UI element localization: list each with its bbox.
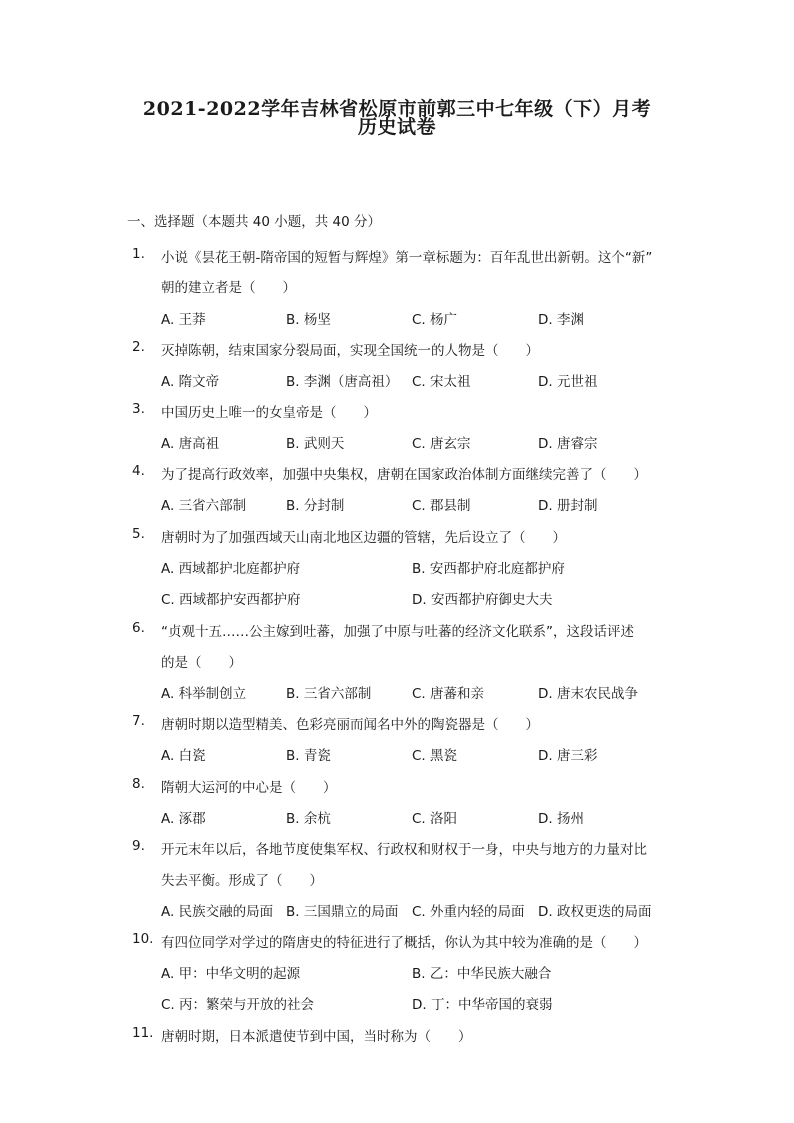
question-number: 9. <box>132 838 145 854</box>
option-d[interactable]: D. 扬州 <box>538 811 584 827</box>
question-text: 朝的建立者是（ ） <box>161 280 296 296</box>
exam-title-line2: 历史试卷 <box>357 116 436 138</box>
question-number: 6. <box>132 620 145 636</box>
option-a[interactable]: A. 科举制创立 <box>161 686 247 702</box>
question-number: 5. <box>132 526 145 542</box>
question-number: 10. <box>132 931 154 947</box>
question-number: 3. <box>132 401 145 417</box>
option-b[interactable]: B. 李渊（唐高祖） <box>286 374 399 390</box>
question-text: 隋朝大运河的中心是（ ） <box>161 780 337 796</box>
option-d[interactable]: D. 唐三彩 <box>538 748 598 764</box>
option-d[interactable]: D. 政权更迭的局面 <box>538 904 652 920</box>
question-text: 的是（ ） <box>161 655 242 671</box>
option-a[interactable]: A. 民族交融的局面 <box>161 904 274 920</box>
option-d[interactable]: D. 丁：中华帝国的衰弱 <box>412 997 553 1013</box>
option-b[interactable]: B. 三国鼎立的局面 <box>286 904 399 920</box>
question-text: 有四位同学对学过的隋唐史的特征进行了概括，你认为其中较为准确的是（ ） <box>161 935 647 951</box>
question-text: 失去平衡。形成了（ ） <box>161 873 323 889</box>
question-text: 为了提高行政效率，加强中央集权，唐朝在国家政治体制方面继续完善了（ ） <box>161 467 647 483</box>
option-a[interactable]: A. 王莽 <box>161 312 206 328</box>
option-d[interactable]: D. 安西都护府御史大夫 <box>412 592 553 608</box>
question-text: 中国历史上唯一的女皇帝是（ ） <box>161 405 377 421</box>
question-text: “贞观十五……公主嫁到吐蕃，加强了中原与吐蕃的经济文化联系”，这段话评述 <box>161 624 634 640</box>
option-d[interactable]: D. 唐睿宗 <box>538 436 598 452</box>
option-b[interactable]: B. 安西都护府北庭都护府 <box>412 561 565 577</box>
option-d[interactable]: D. 唐末农民战争 <box>538 686 638 702</box>
question-number: 11. <box>132 1025 154 1041</box>
option-c[interactable]: C. 宋太祖 <box>412 374 471 390</box>
option-d[interactable]: D. 册封制 <box>538 498 598 514</box>
option-a[interactable]: A. 隋文帝 <box>161 374 220 390</box>
option-c[interactable]: C. 丙：繁荣与开放的社会 <box>161 997 315 1013</box>
question-number: 2. <box>132 339 145 355</box>
option-a[interactable]: A. 唐高祖 <box>161 436 220 452</box>
option-b[interactable]: B. 乙：中华民族大融合 <box>412 966 552 982</box>
option-c[interactable]: C. 洛阳 <box>412 811 458 827</box>
question-number: 1. <box>132 246 145 262</box>
option-a[interactable]: A. 涿郡 <box>161 811 206 827</box>
question-text: 小说《昙花王朝-隋帝国的短暂与辉煌》第一章标题为：百年乱世出新朝。这个“新” <box>161 250 653 266</box>
section-heading: 一、选择题（本题共 40 小题，共 40 分） <box>127 214 382 230</box>
option-b[interactable]: B. 三省六部制 <box>286 686 372 702</box>
question-text: 灭掉陈朝，结束国家分裂局面，实现全国统一的人物是（ ） <box>161 343 539 359</box>
question-text: 唐朝时期，日本派遣使节到中国，当时称为（ ） <box>161 1029 472 1045</box>
option-a[interactable]: A. 白瓷 <box>161 748 206 764</box>
option-c[interactable]: C. 杨广 <box>412 312 458 328</box>
question-text: 唐朝时期以造型精美、色彩亮丽而闻名中外的陶瓷器是（ ） <box>161 717 539 733</box>
option-b[interactable]: B. 青瓷 <box>286 748 331 764</box>
option-d[interactable]: D. 元世祖 <box>538 374 598 390</box>
exam-title-line1: 2021-2022学年吉林省松原市前郭三中七年级（下）月考 <box>142 98 652 120</box>
option-a[interactable]: A. 三省六部制 <box>161 498 247 514</box>
question-number: 7. <box>132 713 145 729</box>
option-a[interactable]: A. 西域都护北庭都护府 <box>161 561 301 577</box>
option-c[interactable]: C. 唐玄宗 <box>412 436 471 452</box>
question-number: 8. <box>132 776 145 792</box>
option-c[interactable]: C. 西域都护安西都护府 <box>161 592 301 608</box>
option-b[interactable]: B. 武则天 <box>286 436 345 452</box>
option-b[interactable]: B. 杨坚 <box>286 312 331 328</box>
option-c[interactable]: C. 唐蕃和亲 <box>412 686 485 702</box>
question-number: 4. <box>132 463 145 479</box>
option-c[interactable]: C. 郡县制 <box>412 498 471 514</box>
option-c[interactable]: C. 外重内轻的局面 <box>412 904 525 920</box>
option-b[interactable]: B. 余杭 <box>286 811 331 827</box>
question-text: 开元末年以后，各地节度使集军权、行政权和财权于一身，中央与地方的力量对比 <box>161 842 647 858</box>
option-b[interactable]: B. 分封制 <box>286 498 345 514</box>
option-d[interactable]: D. 李渊 <box>538 312 584 328</box>
question-text: 唐朝时为了加强西域天山南北地区边疆的管辖，先后设立了（ ） <box>161 530 566 546</box>
option-c[interactable]: C. 黑瓷 <box>412 748 458 764</box>
option-a[interactable]: A. 甲：中华文明的起源 <box>161 966 301 982</box>
